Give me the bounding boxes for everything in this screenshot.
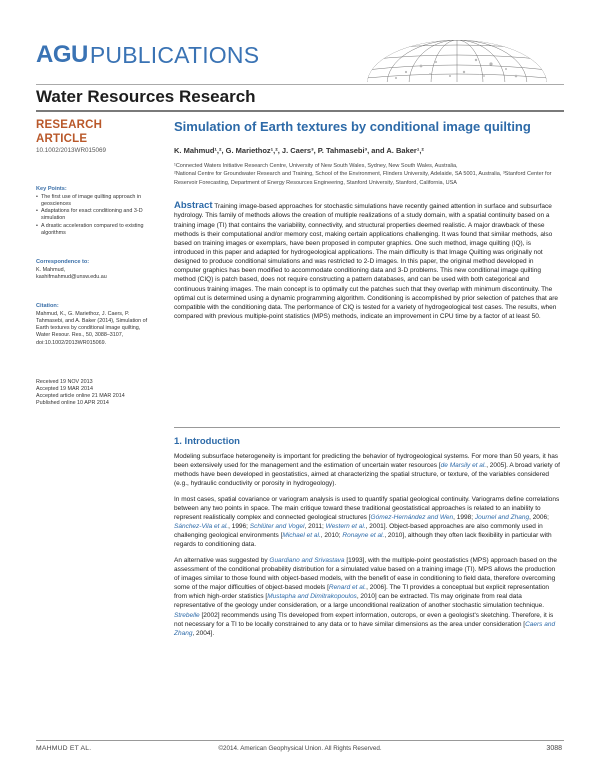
citation-link[interactable]: Michael et al. bbox=[282, 532, 321, 540]
citation-link[interactable]: Mustapha and Dimitrakopoulos bbox=[267, 593, 357, 601]
introduction-body bbox=[174, 452, 560, 644]
citation-label: Citation: bbox=[36, 303, 59, 310]
paragraph: An alternative was suggested by Guardiano and Srivastava [1993], with the multiple-point geostatistics (MPS) approach based on the assessment of the conditional probability distribution for a simulated value based on a training image (TI). MPS allows the production of images similar to those found with object-based models, with the benefit of ease in conditioning to field data, therefore overcoming some of the major difficulties of object-based models [Renard et al., 2006]. The TI provides a conceptual but explicit representation from which high-order statistics [Mustapha and Dimitrakopoulos, 2010] can be extracted. TIs may originate from real data representative of the geology under consideration, or a large unconditional realization of another stochastic simulation technique. Strebelle [2002] recommends using TIs developed from expert information, outcrops, or even a geologist's sketching. Therefore, it is not necessary for a TI to be locally constrained to any data or to have similar dimensions as the area under consideration [Caers and Zhang, 2004]. bbox=[174, 556, 557, 637]
citation-text: Mahmud, K., G. Mariethoz, J. Caers, P. Tahmasebi, and A. Baker (2014), Simulation of Earth textures by conditional image quilting, Water Resour. Res., 50, 3088–3107, doi:10.1002/2013WR015069. bbox=[36, 311, 148, 346]
abstract-text: Training image-based approaches for stochastic simulations have recently gained attention in surface and subsurface hydrology. This family of methods allows the creation of multiple realizations of a study domain, with a spatial continuity based on a training image (TI) that contains the variability, connectivity, and structural properties deemed realistic. A major drawback of these methods is their computational and/or memory cost, making certain applications challenging. It was found that similar methods, also based on training images or exemplars, have been proposed in computer graphics. One such method, image quilting (IQ), is introduced in this paper and adapted for hydrogeological applications. The main difficulty is that Image Quilting was originally not designed to produce conditional simulations and was restricted to 2-D images. In this paper, the original method developed in computer graphics has been modified to accommodate conditioning data and 3-D problems. This new conditional image quilting method (CIQ) is patch based, does not require constructing a pattern databases, and can be used with both categorical and continuous training images. The main concept is to optimally cut the patches such that they overlap with minimum discontinuity. The optimal cut is determined using a dynamic programming algorithm. Conditioning is accomplished by prior selection of patches that are compatible with the conditioning data. The performance of CIQ is tested for a variety of hydrogeological test cases. The results, when compared with previous multiple-point statistics (MPS) methods, indicate an improvement in CPU time by a factor of at least 50. bbox=[174, 203, 559, 321]
brand-publications: PUBLICATIONS bbox=[89, 41, 260, 68]
citation-link[interactable]: Sánchez-Vila et al. bbox=[174, 523, 229, 531]
article-title: Simulation of Earth textures by conditional image quilting bbox=[174, 119, 531, 134]
brand-agu: AGU bbox=[36, 41, 88, 68]
citation-link[interactable]: Western et al. bbox=[325, 523, 366, 531]
agu-publications-logo[interactable] bbox=[36, 42, 259, 68]
paragraph: Modeling subsurface heterogeneity is important for predicting the behavior of hydrogeological systems. For more than 50 years, it has been extensively used for the management and the estimation of uncertain water resources [de Marsily et al., 2005]. A broad variety of methods have been developed in geostatistics, aimed at characterizing the spatial structure, or texture, of the variables considered (e.g., hydraulic conductivity or porosity in hydrogeology). bbox=[174, 453, 560, 488]
citation-link[interactable]: Journel and Zhang bbox=[474, 513, 530, 521]
header-rule bbox=[36, 84, 564, 85]
key-point: • Adaptations for exact conditioning and 3-D simulation bbox=[36, 208, 152, 222]
section-label: RESEARCH ARTICLE bbox=[36, 119, 103, 145]
article-dates bbox=[36, 379, 152, 407]
journal-rule bbox=[36, 110, 564, 112]
doi[interactable]: 10.1002/2013WR015069 bbox=[36, 147, 107, 154]
article-sidebar bbox=[36, 118, 152, 407]
paragraph: In most cases, spatial covariance or variogram analysis is used to quantify spatial geological continuity. Variograms define correlations between any two points in space. The main critique toward these traditional geostatistical approaches is related to an inability to represent realistically complex and connected geological structures [Gómez-Hernández and Wen, 1998; Journel and Zhang, 2006; Sánchez-Vila et al., 1996; Schlüter and Vogel, 2011; Western et al., 2001]. Object-based approaches are also commonly used in challenging geological environments [Michael et al., 2010; Ronayne et al., 2010], although they often lack flexibility in particular with regards to conditioning data. bbox=[174, 495, 560, 549]
abstract-label: Abstract bbox=[174, 200, 213, 212]
footer-authors: MAHMUD ET AL. bbox=[36, 745, 92, 752]
accepted-date: Accepted 19 MAR 2014 bbox=[36, 385, 93, 392]
globe-graphic-icon bbox=[366, 38, 548, 82]
received-date: Received 19 NOV 2013 bbox=[36, 378, 93, 385]
journal-title: Water Resources Research bbox=[36, 87, 256, 106]
abstract bbox=[174, 201, 560, 321]
affiliation: ²National Centre for Groundwater Research and Training, School of the Environment, Flinders University, Adelaide, SA 5001, Australia, ³Stanford Center for Reservoir Forecasting, Department of Energy Resources Engineering, Stanford University, Stanford, California, USA bbox=[174, 171, 552, 186]
citation-link[interactable]: Schlüter and Vogel bbox=[249, 523, 305, 531]
key-point: • A drastic acceleration compared to existing algorithms bbox=[36, 223, 152, 237]
citation-link[interactable]: Ronayne et al. bbox=[342, 532, 385, 540]
published-date: Published online 10 APR 2014 bbox=[36, 399, 109, 406]
introduction-heading: 1. Introduction bbox=[174, 436, 240, 447]
section-rule bbox=[174, 427, 560, 428]
correspondence-label: Correspondence to: bbox=[36, 258, 90, 265]
citation-link[interactable]: Strebelle bbox=[174, 611, 200, 619]
author-list: K. Mahmud¹,², G. Mariethoz¹,², J. Caers³, P. Tahmasebi³, and A. Baker¹,² bbox=[174, 146, 424, 155]
article-main bbox=[174, 118, 560, 321]
key-points-label: Key Points: bbox=[36, 186, 67, 193]
key-point: • The first use of image quilting approach in geosciences bbox=[36, 194, 152, 208]
citation-link[interactable]: de Marsily et al. bbox=[440, 462, 487, 470]
citation-link[interactable]: Renard et al. bbox=[328, 584, 367, 592]
correspondence-name: K. Mahmud, bbox=[36, 266, 66, 273]
page-number: 3088 bbox=[546, 745, 562, 752]
affiliations bbox=[174, 162, 556, 187]
footer-rule bbox=[36, 740, 564, 741]
affiliation: ¹Connected Waters Initiative Research Centre, University of New South Wales, Sydney, New South Wales, Australia, bbox=[174, 163, 458, 169]
citation-link[interactable]: Gómez-Hernández and Wen bbox=[370, 513, 454, 521]
citation-link[interactable]: Caers and Zhang bbox=[174, 620, 556, 637]
footer-copyright: ©2014. American Geophysical Union. All Rights Reserved. bbox=[218, 745, 382, 752]
key-points-list bbox=[36, 194, 152, 237]
citation-link[interactable]: Guardiano and Srivastava bbox=[269, 556, 345, 564]
accepted-online-date: Accepted article online 21 MAR 2014 bbox=[36, 392, 125, 399]
correspondence-email[interactable]: kashifmahmud@unsw.edu.au bbox=[36, 273, 107, 280]
